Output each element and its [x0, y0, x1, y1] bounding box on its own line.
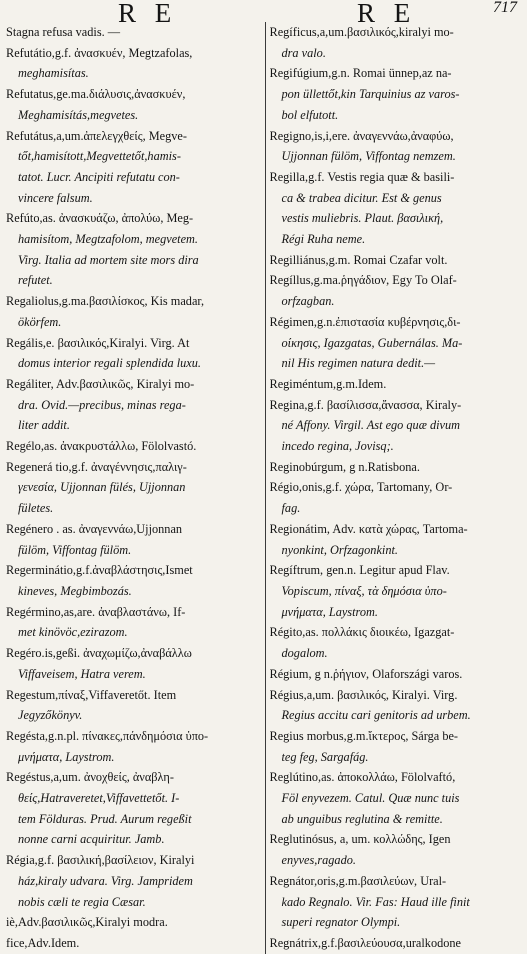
dictionary-entry	[270, 477, 524, 518]
entry-continuation-line: Föl enyvezem. Catul. Quæ nunc tuis	[281, 791, 460, 806]
entry-continuation-line: pon üllettőt,kin Tarquinius az varos-	[281, 87, 460, 102]
entry-headword-line: Reginobúrgum, g n.Ratisbona.	[269, 459, 420, 474]
entry-headword-line: iè,Adv.βασιλικῶς,Kiralyi modra.	[6, 915, 168, 930]
entry-headword-line: Regéstus,a,um. ἀνοχθείς, ἀναβλη-	[6, 770, 174, 785]
entry-continuation-line: nonne carni acquiritur. Jamb.	[18, 832, 165, 847]
entry-continuation-line: vincere falsum.	[18, 190, 93, 205]
entry-continuation-line: tatot. Lucr. Ancipiti refutatu con-	[18, 169, 180, 184]
dictionary-entry	[6, 602, 260, 643]
entry-headword-line: Regnátrix,g.f.βασιλεύουσα,uralkodone	[269, 935, 462, 950]
dictionary-entry	[270, 167, 524, 250]
columns	[6, 22, 523, 954]
entry-headword-line: Régito,as. πολλάκις διοικέω, Igazgat-	[269, 625, 455, 640]
entry-headword-line: Regilla,g.f. Vestis regia quæ & basili-	[269, 169, 455, 184]
entry-headword-line: Régia,g.f. βασιλική,βασίλειον, Kiralyi	[6, 853, 195, 868]
dictionary-entry	[270, 22, 524, 63]
entry-headword-line: Regaliolus,g.ma.βασιλίσκος, Kis madar,	[6, 294, 205, 309]
entry-headword-line: Refutátio,g.f. ἀνασκυέν, Megtzafolas,	[6, 45, 193, 60]
entry-continuation-line: μνήματα, Laystrom.	[18, 749, 115, 764]
entry-headword-line: Regális,e. βασιλικός,Kiralyi. Virg. At	[6, 335, 190, 350]
dictionary-entry	[270, 519, 524, 560]
dictionary-entry	[6, 519, 260, 560]
dictionary-entry	[6, 84, 260, 125]
entry-continuation-line: incedo regina, Jovisq;.	[281, 439, 394, 454]
entry-continuation-line: nobis cæli te regia Cæsar.	[18, 894, 146, 909]
entry-headword-line: Régio,onis,g.f. χώρα, Tartomany, Or-	[269, 480, 453, 495]
entry-headword-line: Regenerá tio,g.f. ἀναγέννησις,παλιγ-	[6, 459, 187, 474]
entry-continuation-line: dra valo.	[281, 45, 326, 60]
dictionary-entry	[6, 685, 260, 726]
header-letters-left: R E	[118, 0, 178, 28]
dictionary-entry	[270, 457, 524, 478]
entry-continuation-line: kineves, Megbimbozás.	[18, 583, 132, 598]
dictionary-entry	[270, 726, 524, 767]
dictionary-entry	[6, 933, 260, 954]
entry-continuation-line: dogalom.	[281, 646, 328, 661]
entry-headword-line: Regigno,is,i,ere. ἀναγεννάω,ἀναφύω,	[269, 128, 454, 143]
entry-headword-line: Régium, g n.ῥήγιον, Olafországi varos.	[269, 666, 463, 681]
entry-headword-line: Regina,g.f. βασίλισσα,ἄνασσα, Kiraly-	[269, 397, 462, 412]
entry-continuation-line: tőt,hamisított,Megvettetőt,hamis-	[18, 149, 181, 164]
entry-continuation-line: teg feg, Sargafág.	[281, 749, 369, 764]
dictionary-entry	[6, 291, 260, 332]
entry-continuation-line: οίκησις, Igazgatas, Gubernálas. Ma-	[281, 335, 463, 350]
entry-continuation-line: ház,kiraly udvara. Virg. Jampridem	[18, 873, 193, 888]
entry-continuation-line: θείς,Hatraveretet,Viffavettetőt. I-	[18, 791, 180, 806]
dictionary-entry	[270, 767, 524, 829]
entry-headword-line: Regíftrum, gen.n. Legitur apud Flav.	[269, 563, 450, 578]
entry-headword-line: Refutátus,a,um.ἀπελεγχθείς, Megve-	[6, 128, 187, 143]
entry-continuation-line: bol elfutott.	[281, 107, 339, 122]
dictionary-entry	[6, 126, 260, 209]
entry-headword-line: Regifúgium,g.n. Romai ünnep,az na-	[269, 66, 452, 81]
entry-continuation-line: domus interior regali splendida luxu.	[18, 356, 201, 371]
right-column	[265, 22, 524, 954]
dictionary-entry	[270, 312, 524, 374]
dictionary-entry	[6, 208, 260, 291]
entry-continuation-line: ca & trabea dicitur. Est & genus	[281, 190, 442, 205]
entry-continuation-line: liter addit.	[18, 418, 70, 433]
entry-headword-line: Refúto,as. ἀνασκυάζω, ἀπολύω, Meg-	[6, 211, 194, 226]
entry-continuation-line: Régi Ruha neme.	[281, 232, 366, 247]
dictionary-entry	[6, 333, 260, 374]
entry-headword-line: Regérmino,as,are. ἀναβλαστάνω, If-	[6, 604, 186, 619]
entry-headword-line: Regéro.is,geßi. ἀναχωμίζω,ἀναβάλλω	[6, 646, 192, 661]
entry-continuation-line: Vopiscum, πίναξ, τὰ δημόσια ὑπο-	[281, 583, 447, 598]
dictionary-entry	[6, 22, 260, 43]
dictionary-entry	[270, 622, 524, 663]
entry-continuation-line: meghamisítas.	[18, 66, 89, 81]
dictionary-entry	[6, 374, 260, 436]
entry-headword-line: Reglutinósus, a, um. κολλώδης, Igen	[269, 832, 451, 847]
entry-continuation-line: superi regnator Olympi.	[281, 915, 401, 930]
entry-continuation-line: fag.	[281, 501, 301, 516]
page-header	[6, 0, 523, 28]
entry-headword-line: Régimen,g.n.ἐπιστασία κυβέρνησις,δι-	[269, 314, 461, 329]
entry-continuation-line: μνήματα, Laystrom.	[281, 604, 378, 619]
dictionary-entry	[270, 685, 524, 726]
dictionary-entry	[6, 767, 260, 850]
dictionary-entry	[270, 126, 524, 167]
entry-headword-line: Regestum,πίναξ,Viffaveretőt. Item	[6, 687, 177, 702]
entry-continuation-line: Jegyzőkönyv.	[18, 708, 83, 723]
entry-headword-line: Regiméntum,g.m.Idem.	[269, 376, 387, 391]
dictionary-entry	[6, 850, 260, 912]
entry-continuation-line: né Affony. Virgil. Ast ego quæ divum	[281, 418, 461, 433]
dictionary-entry	[270, 250, 524, 271]
entry-headword-line: Stagna refusa vadis. —	[6, 25, 121, 39]
dictionary-entry	[6, 457, 260, 519]
dictionary-entry	[270, 63, 524, 125]
entry-continuation-line: dra. Ovid.—precibus, minas rega-	[18, 397, 186, 412]
dictionary-entry	[270, 395, 524, 457]
left-column	[6, 22, 265, 954]
entry-continuation-line: Ujjonnan fülöm, Viffontag nemzem.	[281, 149, 456, 164]
entry-headword-line: Regius morbus,g.m.ἴκτερος, Sárga be-	[269, 728, 459, 743]
entry-headword-line: Regésta,g.n.pl. πίνακες,πάνδημόσια ὑπο-	[6, 728, 209, 743]
dictionary-entry	[270, 871, 524, 933]
dictionary-entry	[6, 912, 260, 933]
entry-continuation-line: refutet.	[18, 273, 53, 288]
dictionary-entry	[270, 374, 524, 395]
entry-continuation-line: kado Regnalo. Vir. Fas: Haud ille finit	[281, 894, 470, 909]
dictionary-entry	[270, 270, 524, 311]
entry-continuation-line: Virg. Italia ad mortem site mors dira	[18, 252, 199, 267]
entry-continuation-line: ab unguibus reglutina & remitte.	[281, 811, 443, 826]
entry-continuation-line: enyves,ragado.	[281, 853, 356, 868]
entry-continuation-line: vestis muliebris. Plaut. βασιλική,	[281, 211, 444, 226]
entry-continuation-line: nil His regimen natura dedit.—	[281, 356, 436, 371]
entry-headword-line: Refutatus,ge.ma.διάλυσις,ἀνασκυέν,	[6, 87, 186, 102]
entry-headword-line: Reglútino,as. ἀποκολλάω, Fölolvaftó,	[269, 770, 456, 785]
dictionary-entry	[6, 43, 260, 84]
dictionary-entry	[270, 664, 524, 685]
entry-headword-line: Régius,a,um. βασιλικός, Kiralyi. Virg.	[269, 687, 458, 702]
header-letters-right: R E	[357, 0, 417, 28]
entry-continuation-line: hamisítom, Megtzafolom, megvetem.	[18, 232, 198, 247]
dictionary-entry	[6, 726, 260, 767]
entry-headword-line: Regélo,as. ἀνακρυστάλλω, Fölolvastó.	[6, 439, 197, 454]
entry-continuation-line: tem Földuras. Prud. Aurum regeßit	[18, 811, 192, 826]
entry-continuation-line: γενεσία, Ujjonnan fülés, Ujjonnan	[18, 480, 186, 495]
entry-headword-line: Regáliter, Adv.βασιλικῶς, Kiralyi mo-	[6, 376, 195, 391]
entry-continuation-line: Meghamisítás,megvetes.	[18, 107, 139, 122]
entry-headword-line: Regénero . as. ἀναγεννάω,Ujjonnan	[6, 521, 183, 536]
page-number: 717	[493, 0, 517, 16]
dictionary-entry	[270, 560, 524, 622]
entry-continuation-line: orfzagban.	[281, 294, 335, 309]
entry-continuation-line: ökörfem.	[18, 314, 62, 329]
dictionary-entry	[6, 560, 260, 601]
entry-continuation-line: fületes.	[18, 501, 54, 516]
entry-continuation-line: fülöm, Viffontag fülöm.	[18, 542, 132, 557]
entry-continuation-line: Regius accitu cari genitoris ad urbem.	[281, 708, 471, 723]
entry-headword-line: Regíllus,g.ma.ῥηγάδιον, Egy To Olaf-	[269, 273, 457, 288]
entry-continuation-line: met kinövöc,ezirazom.	[18, 625, 128, 640]
entry-headword-line: Regilliánus,g.m. Romai Czafar volt.	[269, 252, 448, 267]
entry-continuation-line: nyonkint, Orfzagonkint.	[281, 542, 398, 557]
dictionary-entry	[6, 643, 260, 684]
dictionary-entry	[270, 933, 524, 954]
dictionary-entry	[270, 829, 524, 870]
entry-headword-line: Regíficus,a,um.βασιλικός,kiralyi mo-	[269, 25, 454, 39]
dictionary-entry	[6, 436, 260, 457]
entry-headword-line: Regerminátio,g.f.ἀναβλάστησις,Ismet	[6, 563, 193, 578]
entry-continuation-line: Viffaveisem, Hatra verem.	[18, 666, 146, 681]
entry-headword-line: Regionátim, Adv. κατὰ χώρας, Tartoma-	[269, 521, 468, 536]
entry-headword-line: Regnátor,oris,g.m.βασιλεύων, Ural-	[269, 873, 447, 888]
entry-headword-line: fice,Adv.Idem.	[6, 935, 80, 950]
